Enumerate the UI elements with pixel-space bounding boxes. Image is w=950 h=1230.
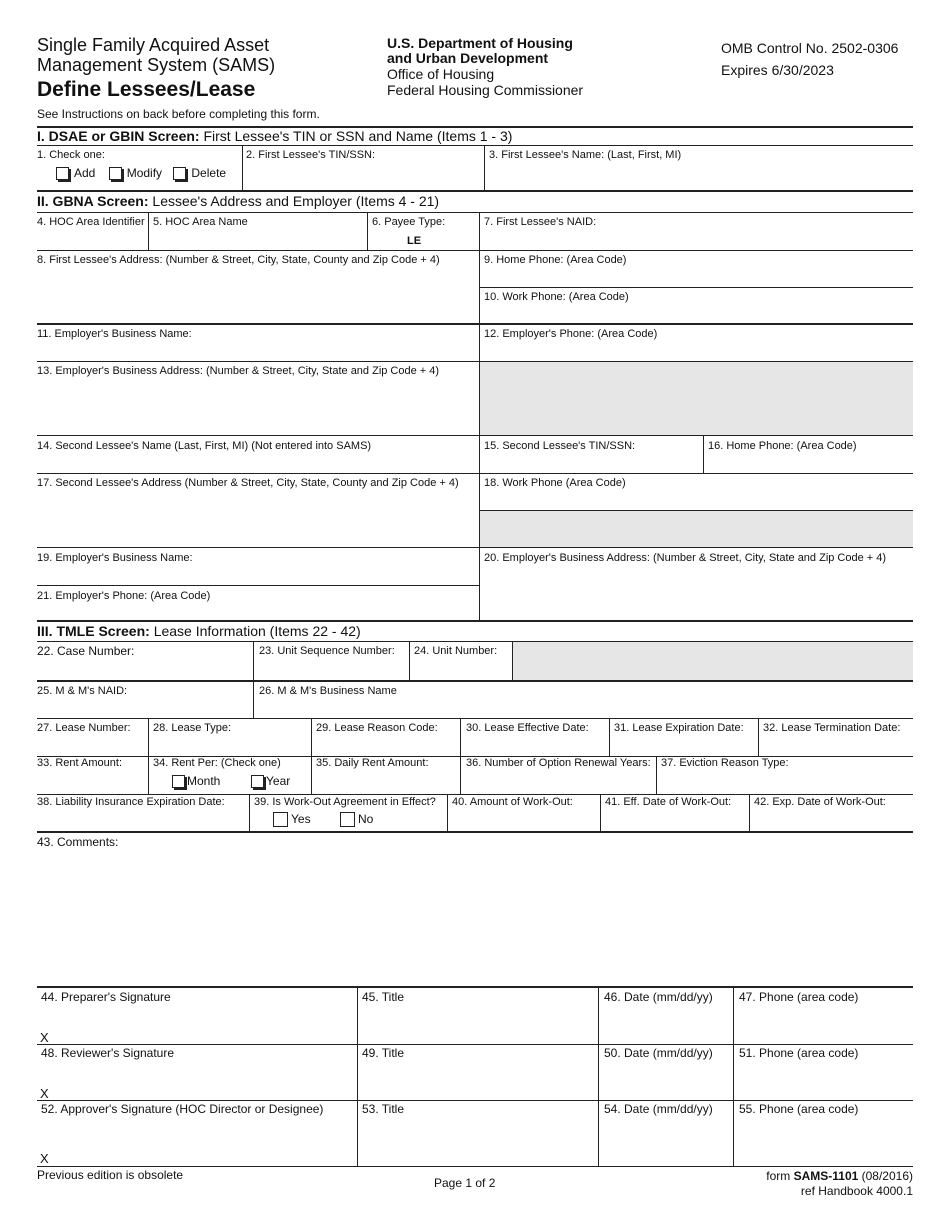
agency-line4: Federal Housing Commissioner [387,82,584,98]
field-37-label: 37. Eviction Reason Type: [661,757,789,769]
field-4-label: 4. HOC Area Identifier [37,216,145,228]
phone-47-label: 47. Phone (area code) [739,990,859,1004]
check-one-group [56,166,226,180]
field-10-label: 10. Work Phone: (Area Code) [484,291,629,303]
field-18-label: 18. Work Phone (Area Code) [484,477,626,489]
field-31-label: 31. Lease Expiration Date: [614,722,744,734]
field-14-label: 14. Second Lessee's Name (Last, First, MI) (Not entered into SAMS) [37,440,372,452]
title-45-label: 45. Title [362,990,405,1004]
title-49-label: 49. Title [362,1046,405,1060]
sig-48-label: 48. Reviewer's Signature [41,1046,175,1060]
title-53-label: 53. Title [362,1102,405,1116]
field-5-label: 5. HOC Area Name [153,216,248,228]
field-24-label: 24. Unit Number: [414,645,498,657]
field-12-label: 12. Employer's Phone: (Area Code) [484,328,658,340]
section2-heading: II. GBNA Screen: Lessee's Address and Employer (Items 4 - 21) [37,193,440,209]
checkbox-modify[interactable]: Modify [109,166,162,180]
field-39-label: 39. Is Work-Out Agreement in Effect? [254,796,436,808]
sig-44-label: 44. Preparer's Signature [41,990,171,1004]
signature-x-mark: X [40,1030,49,1045]
field-3-label: 3. First Lessee's Name: (Last, First, MI) [489,149,682,161]
expiration-date: Expires 6/30/2023 [721,62,834,78]
field-30-label: 30. Lease Effective Date: [466,722,589,734]
field-17-label: 17. Second Lessee's Address (Number & Street, City, State, County and Zip Code + 4) [37,477,459,489]
field-38-label: 38. Liability Insurance Expiration Date: [37,796,225,808]
shaded-area [480,511,913,547]
field-42-label: 42. Exp. Date of Work-Out: [754,796,886,808]
shaded-area [480,362,913,435]
system-name-line2: Management System (SAMS) [37,55,276,75]
field-20-label: 20. Employer's Business Address: (Number & Street, City, State and Zip Code + 4) [484,552,887,564]
agency-line3: Office of Housing [387,66,495,82]
field-26-label: 26. M & M's Business Name [259,685,397,697]
comments-label: 43. Comments: [37,835,119,849]
previous-edition-note: Previous edition is obsolete [37,1168,184,1182]
page-number: Page 1 of 2 [434,1176,496,1190]
date-46-label: 46. Date (mm/dd/yy) [604,990,713,1004]
field-34-label: 34. Rent Per: (Check one) [153,757,281,769]
section3-heading: III. TMLE Screen: Lease Information (Items 22 - 42) [37,623,361,639]
date-50-label: 50. Date (mm/dd/yy) [604,1046,713,1060]
agency-line2: and Urban Development [387,50,549,66]
field-28-label: 28. Lease Type: [153,722,232,734]
checkbox-delete[interactable]: Delete [173,166,226,180]
field-15-label: 15. Second Lessee's TIN/SSN: [484,440,636,452]
field-32-label: 32. Lease Termination Date: [763,722,901,734]
shaded-area [513,642,913,680]
field-11-label: 11. Employer's Business Name: [37,328,192,340]
field-41-label: 41. Eff. Date of Work-Out: [605,796,732,808]
omb-control-number: OMB Control No. 2502-0306 [721,40,899,56]
field-27-label: 27. Lease Number: [37,722,131,734]
field-6-label: 6. Payee Type: [372,216,446,228]
field-13-label: 13. Employer's Business Address: (Number & Street, City, State and Zip Code + 4) [37,365,440,377]
field-22-label: 22. Case Number: [37,644,135,658]
field-2-label: 2. First Lessee's TIN/SSN: [246,149,376,161]
field-25-label: 25. M & M's NAID: [37,685,128,697]
handbook-reference: ref Handbook 4000.1 [800,1184,913,1198]
field-16-label: 16. Home Phone: (Area Code) [708,440,857,452]
field-8-label: 8. First Lessee's Address: (Number & Street, City, State, County and Zip Code + 4) [37,254,440,266]
checkbox-year[interactable]: Year [251,774,290,788]
instructions-note: See Instructions on back before completing this form. [37,107,320,121]
signature-x-mark: X [40,1086,49,1101]
field-23-label: 23. Unit Sequence Number: [259,645,395,657]
field-33-label: 33. Rent Amount: [37,757,122,769]
field-40-label: 40. Amount of Work-Out: [452,796,573,808]
signature-x-mark: X [40,1151,49,1166]
phone-51-label: 51. Phone (area code) [739,1046,859,1060]
field-9-label: 9. Home Phone: (Area Code) [484,254,627,266]
field-1-label: 1. Check one: [37,149,105,161]
checkbox-add[interactable]: Add [56,166,95,180]
field-21-label: 21. Employer's Phone: (Area Code) [37,590,211,602]
section1-heading: I. DSAE or GBIN Screen: First Lessee's TIN or SSN and Name (Items 1 - 3) [37,128,513,144]
form-number: form SAMS-1101 (08/2016) [766,1169,913,1183]
checkbox-yes[interactable]: Yes [273,812,311,827]
system-name-line1: Single Family Acquired Asset [37,35,270,55]
checkbox-month[interactable]: Month [172,774,220,788]
phone-55-label: 55. Phone (area code) [739,1102,859,1116]
field-36-label: 36. Number of Option Renewal Years: [466,757,651,769]
form-title: Define Lessees/Lease [37,78,256,101]
agency-line1: U.S. Department of Housing [387,35,573,51]
sig-52-label: 52. Approver's Signature (HOC Director or Designee) [41,1102,324,1116]
field-7-label: 7. First Lessee's NAID: [484,216,597,228]
date-54-label: 54. Date (mm/dd/yy) [604,1102,713,1116]
payee-type-value: LE [407,235,422,247]
field-19-label: 19. Employer's Business Name: [37,552,193,564]
checkbox-no[interactable]: No [340,812,373,827]
field-29-label: 29. Lease Reason Code: [316,722,438,734]
field-35-label: 35. Daily Rent Amount: [316,757,429,769]
